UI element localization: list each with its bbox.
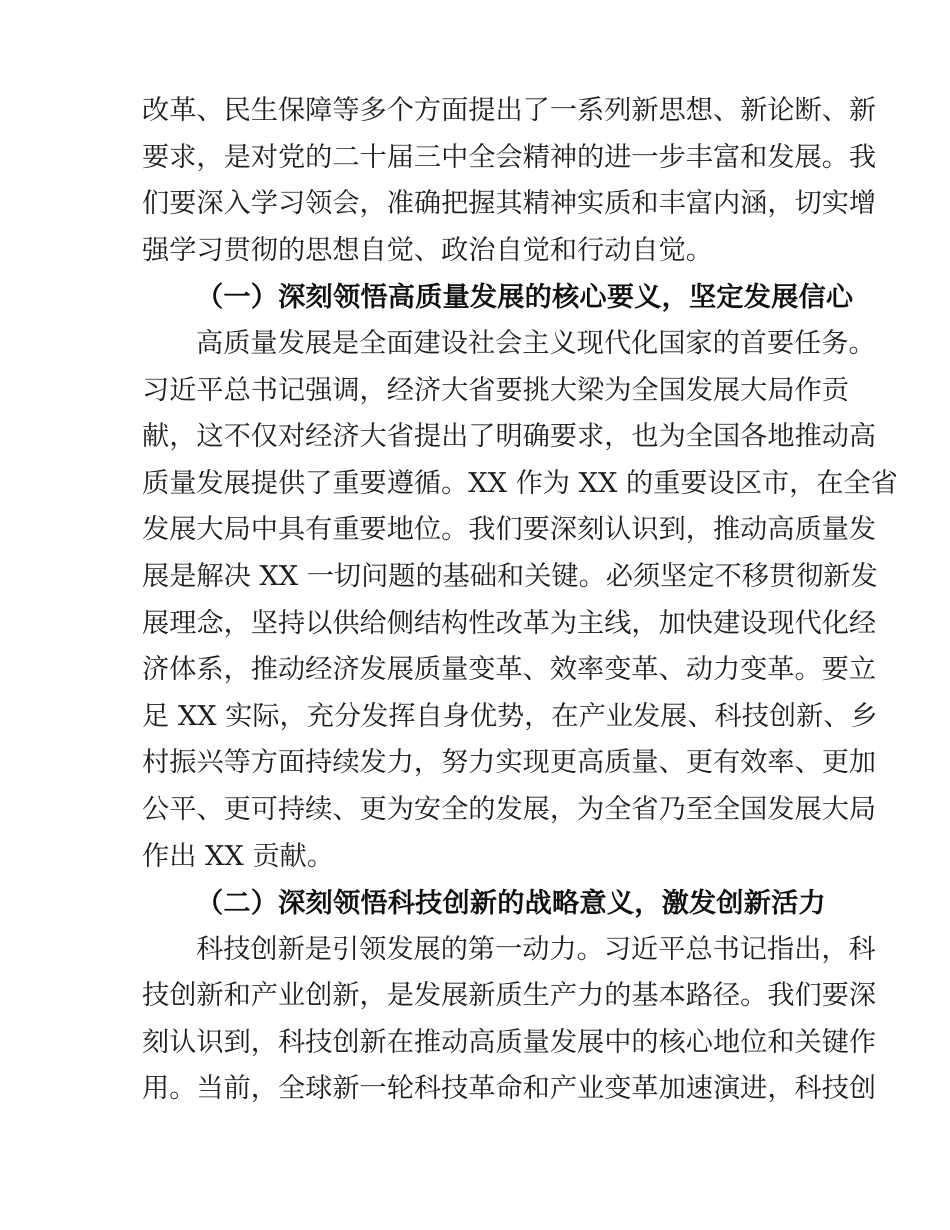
paragraph-text-line: 改革、民生保障等多个方面提出了一系列新思想、新论断、新	[142, 95, 877, 126]
paragraph-text-line: 用。当前，全球新一轮科技革命和产业变革加速演进，科技创	[142, 1073, 877, 1105]
section-heading	[142, 274, 854, 321]
paragraph-text-line: 济体系，推动经济发展质量变革、效率变革、动力变革。要立	[142, 654, 877, 686]
paragraph-text-line: 作出 XX 贡献。	[142, 840, 334, 872]
paragraph-text-line: 强学习贯彻的思想自觉、政治自觉和行动自觉。	[142, 234, 713, 266]
heading-text-line: （一）深刻领悟高质量发展的核心要义，坚定发展信心	[196, 281, 854, 314]
page-text-body	[142, 88, 898, 1113]
paragraph-text-line: 展理念，坚持以供给侧结构性改革为主线，加快建设现代化经	[142, 607, 877, 639]
paragraph-text-line: 要求，是对党的二十届三中全会精神的进一步丰富和发展。我	[142, 141, 877, 173]
paragraph-text-line: 村振兴等方面持续发力，努力实现更高质量、更有效率、更加	[142, 747, 877, 779]
paragraph-text-line: 们要深入学习领会，准确把握其精神实质和丰富内涵，切实增	[142, 188, 877, 220]
paragraph-text-line: 献，这不仅对经济大省提出了明确要求，也为全国各地推动高	[142, 421, 877, 453]
paragraph-text-line: 足 XX 实际，充分发挥自身优势，在产业发展、科技创新、乡	[142, 700, 878, 732]
paragraph-text-line: 公平、更可持续、更为安全的发展，为全省乃至全国发展大局	[142, 793, 877, 825]
paragraph-text-line: 技创新和产业创新，是发展新质生产力的基本路径。我们要深	[142, 980, 877, 1012]
body-paragraph	[142, 321, 898, 880]
paragraph-text-line: 科技创新是引领发展的第一动力。习近平总书记指出，科	[196, 933, 876, 965]
paragraph-text-line: 高质量发展是全面建设社会主义现代化国家的首要任务。	[196, 327, 876, 359]
body-paragraph	[142, 927, 877, 1113]
paragraph-text-line: 发展大局中具有重要地位。我们要深刻认识到，推动高质量发	[142, 514, 877, 546]
body-paragraph	[142, 88, 877, 274]
paragraph-text-line: 刻认识到，科技创新在推动高质量发展中的核心地位和关键作	[142, 1026, 877, 1058]
paragraph-text-line: 展是解决 XX 一切问题的基础和关键。必须坚定不移贯彻新发	[142, 560, 878, 592]
heading-text-line: （二）深刻领悟科技创新的战略意义，激发创新活力	[196, 887, 826, 920]
section-heading	[142, 880, 826, 927]
paragraph-text-line: 质量发展提供了重要遵循。XX 作为 XX 的重要设区市，在全省	[142, 467, 898, 499]
paragraph-text-line: 习近平总书记强调，经济大省要挑大梁为全国发展大局作贡	[142, 374, 849, 406]
